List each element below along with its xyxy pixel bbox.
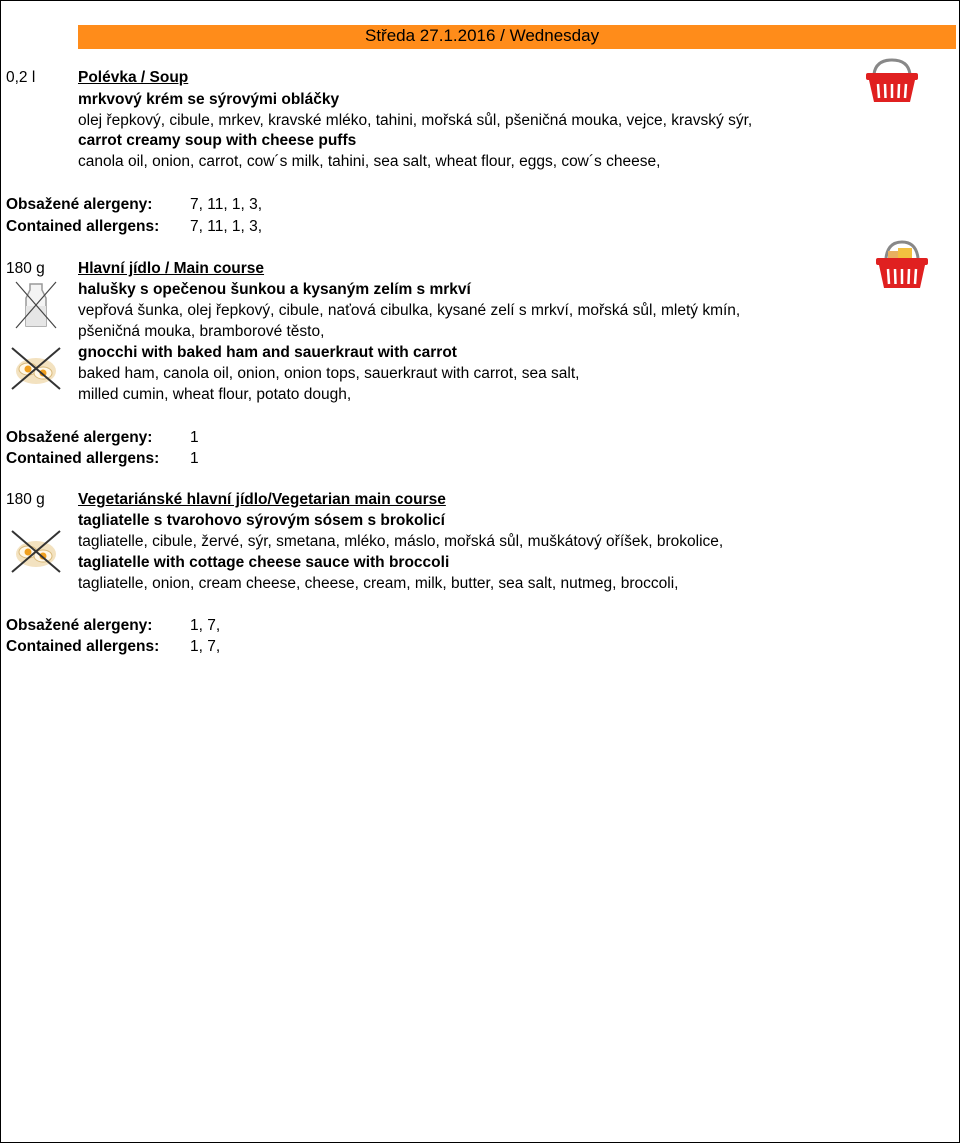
soup-name-cz: mrkvový krém se sýrovými obláčky xyxy=(78,91,340,108)
soup-allergens-cz-label: Obsažené alergeny: xyxy=(6,196,153,213)
soup-allergens-cz-value: 7, 11, 1, 3, xyxy=(190,196,263,213)
veg-allergens-en-label: Contained allergens: xyxy=(6,638,160,655)
veg-allergens-cz-label: Obsažené alergeny: xyxy=(6,617,153,634)
veg-portion: 180 g xyxy=(6,491,45,508)
main-allergens-en-label: Contained allergens: xyxy=(6,450,160,467)
main-ingredients-cz-2: pšeničná mouka, bramborové těsto, xyxy=(78,323,325,340)
main-category: Hlavní jídlo / Main course xyxy=(78,260,265,277)
main-ingredients-en-1: baked ham, canola oil, onion, onion tops, sauerkraut with carrot, sea salt, xyxy=(78,365,580,382)
veg-category: Vegetariánské hlavní jídlo/Vegetarian main course xyxy=(78,491,446,508)
veg-allergens-en-value: 1, 7, xyxy=(190,638,221,655)
main-ingredients-en-2: milled cumin, wheat flour, potato dough, xyxy=(78,386,352,403)
veg-ingredients-en: tagliatelle, onion, cream cheese, cheese, cream, milk, butter, sea salt, nutmeg, broccoli, xyxy=(78,575,679,592)
main-allergens-en-value: 1 xyxy=(190,450,199,467)
main-allergens-cz-label: Obsažené alergeny: xyxy=(6,429,153,446)
soup-allergens-en-label: Contained allergens: xyxy=(6,218,160,235)
soup-ingredients-en: canola oil, onion, carrot, cow´s milk, tahini, sea salt, wheat flour, eggs, cow´s cheese, xyxy=(78,153,661,170)
main-name-en: gnocchi with baked ham and sauerkraut with carrot xyxy=(78,344,457,361)
veg-ingredients-cz: tagliatelle, cibule, žervé, sýr, smetana, mléko, máslo, mořská sůl, muškátový oříšek, brokolice, xyxy=(78,533,724,550)
soup-allergens-en-value: 7, 11, 1, 3, xyxy=(190,218,263,235)
no-egg-icon xyxy=(10,345,62,391)
date-header: Středa 27.1.2016 / Wednesday xyxy=(365,26,600,45)
no-egg-icon xyxy=(10,528,62,574)
main-name-cz: halušky s opečenou šunkou a kysaným zelím s mrkví xyxy=(78,281,471,298)
veg-allergens-cz-value: 1, 7, xyxy=(190,617,221,634)
shopping-basket-full-icon[interactable] xyxy=(874,238,930,290)
main-portion: 180 g xyxy=(6,260,45,277)
soup-ingredients-cz: olej řepkový, cibule, mrkev, kravské mléko, tahini, mořská sůl, pšeničná mouka, vejce, kravský sýr, xyxy=(78,112,753,129)
no-milk-icon xyxy=(14,280,58,330)
main-ingredients-cz-1: vepřová šunka, olej řepkový, cibule, naťová cibulka, kysané zelí s mrkví, mořská sůl, mletý kmín, xyxy=(78,302,741,319)
soup-portion: 0,2 l xyxy=(6,69,36,86)
soup-name-en: carrot creamy soup with cheese puffs xyxy=(78,132,357,149)
soup-category: Polévka / Soup xyxy=(78,69,189,86)
main-allergens-cz-value: 1 xyxy=(190,429,199,446)
veg-name-en: tagliatelle with cottage cheese sauce with broccoli xyxy=(78,554,450,571)
shopping-basket-icon[interactable] xyxy=(864,58,920,104)
veg-name-cz: tagliatelle s tvarohovo sýrovým sósem s brokolicí xyxy=(78,512,445,529)
